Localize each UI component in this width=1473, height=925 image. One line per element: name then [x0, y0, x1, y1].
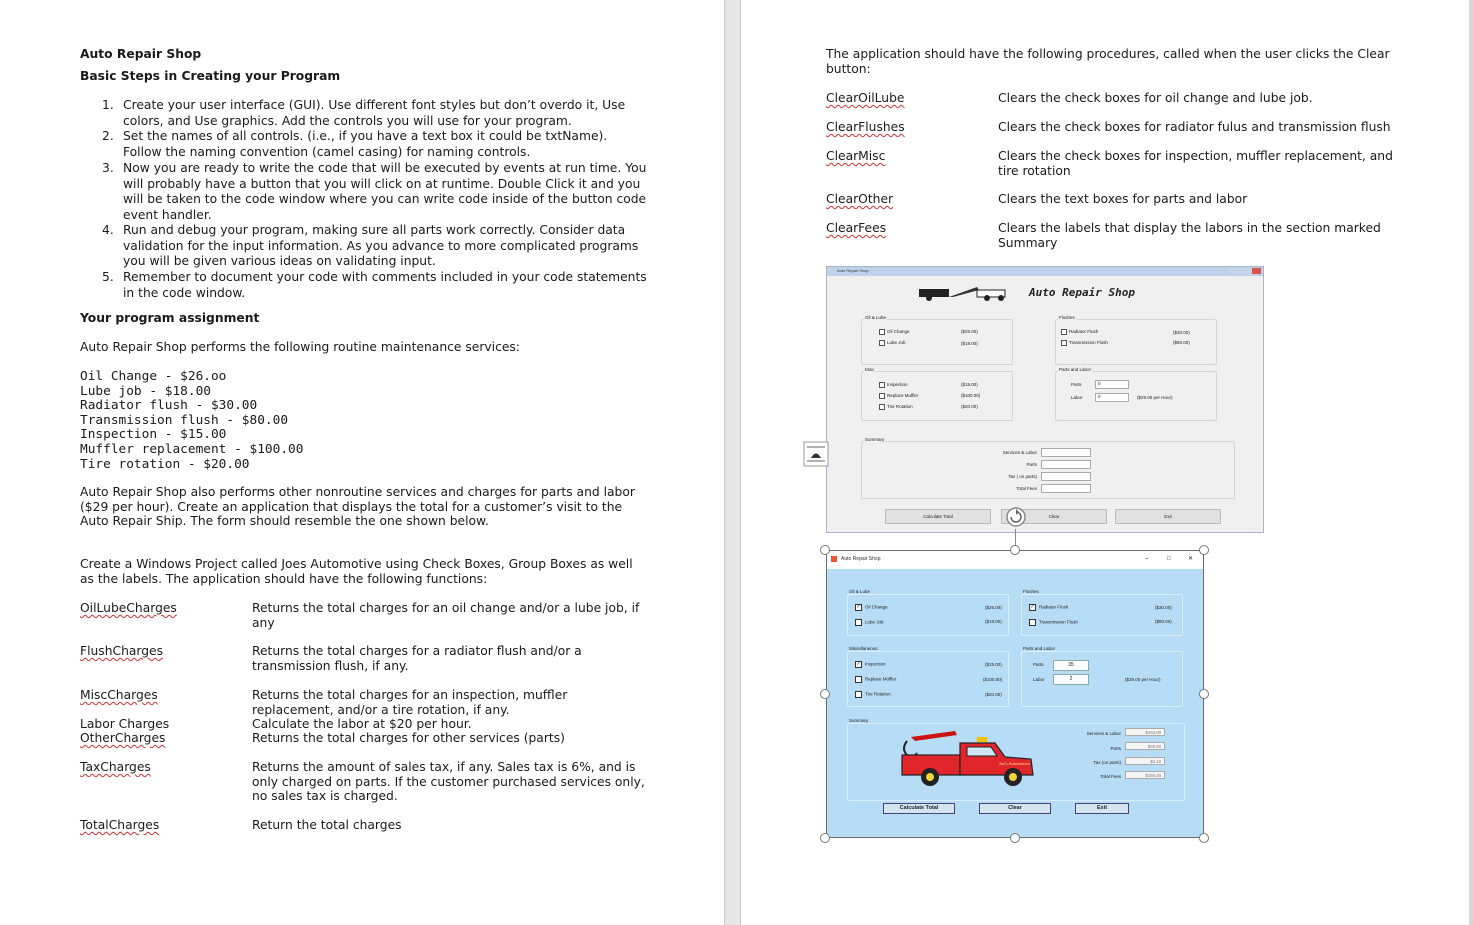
form1-tire-price: ($20.00) — [961, 404, 978, 409]
form1-sum-tax-label: Tax ( on parts) — [1008, 474, 1037, 479]
function-name: OtherCharges — [80, 731, 166, 745]
form2-flush-group-label: Flushes — [1023, 589, 1039, 594]
form2-sum-parts-value: $35.00 — [1125, 742, 1165, 750]
procedure-name: ClearMisc — [826, 149, 886, 163]
form1-transmission-price: ($80.00) — [1173, 340, 1190, 345]
truck-label: Joe's Automotive — [999, 761, 1030, 766]
minimize-icon[interactable]: – — [1145, 556, 1149, 562]
step-line: colors, and Use graphics. Add the controls you will use for your program. — [123, 113, 572, 128]
function-description: only charged on parts. If the customer purchased services only, — [252, 774, 645, 789]
form2-oil-group-label: Oil & Lube — [849, 589, 871, 594]
maximize-icon[interactable]: □ — [1167, 556, 1171, 562]
form1-summary-group-label: Summary — [865, 437, 885, 442]
form2-transmission-checkbox[interactable]: Transmission Flush — [1029, 619, 1078, 626]
rotate-handle-icon[interactable] — [1004, 505, 1028, 529]
close-icon[interactable]: ✕ — [1188, 556, 1194, 562]
service-item: Tire rotation - $20.00 — [80, 456, 250, 472]
form2-labor-input[interactable]: 2 — [1053, 674, 1089, 685]
form2-parts-label: Parts — [1033, 662, 1044, 667]
form1-lube-job-price: ($18.00) — [961, 341, 978, 346]
close-icon[interactable] — [1252, 268, 1261, 274]
procedure-name: ClearFlushes — [826, 120, 905, 134]
form1-tire-checkbox[interactable]: Tire Rotation — [879, 404, 913, 410]
function-description: Returns the amount of sales tax, if any. Sales tax is 6%, and is — [252, 760, 636, 774]
form1-titlebar — [827, 267, 1263, 276]
procedure-description: tire rotation — [998, 164, 1071, 178]
function-description: Returns the total charges for an oil change and/or a lube job, if — [252, 601, 640, 615]
form2-oil-change-checkbox[interactable]: ✓ Oil Change — [856, 604, 888, 610]
form1-calculate-button[interactable]: Calculate Total — [885, 509, 991, 524]
function-description: no sales tax is charged. — [252, 789, 398, 804]
service-item: Transmission flush - $80.00 — [80, 412, 289, 428]
step-line: Follow the naming convention (camel casing) for naming controls. — [123, 144, 531, 159]
step-line: will probably have a button that you will click on at runtime. Double Click it and you — [123, 176, 641, 191]
form1-sum-parts-value — [1041, 460, 1091, 469]
form1-parts-label: Parts — [1071, 382, 1082, 387]
form-screenshot-design — [826, 266, 1264, 533]
step-line: Run and debug your program, making sure all parts work correctly. Consider data — [123, 223, 626, 237]
function-name: TotalCharges — [80, 818, 160, 832]
paragraph-line: as the labels. The application should have the following functions: — [80, 571, 488, 586]
form1-oil-group-label: Oil & Lube — [865, 315, 887, 320]
form2-radiator-checkbox[interactable]: ✓ Radiator Flush — [1030, 604, 1069, 610]
page-gutter — [724, 0, 741, 925]
form1-labor-rate: ($29.00 per Hour) — [1137, 395, 1173, 400]
form1-parts-input[interactable]: 0 — [1095, 380, 1129, 389]
form1-sum-total-value — [1041, 484, 1091, 493]
function-description: transmission flush, if any. — [252, 658, 409, 673]
form1-inspection-checkbox[interactable]: Inspection — [879, 382, 908, 388]
form2-sum-services-value: $164.00 — [1125, 728, 1165, 736]
step-line: validation for the input information. As you advance to more complicated programs — [123, 238, 639, 253]
step-line: Now you are ready to write the code that will be executed by events at run time. You — [123, 161, 647, 175]
layout-options-icon[interactable] — [803, 441, 829, 467]
resize-handle-tr[interactable] — [1199, 545, 1209, 555]
function-description: replacement, and/or a tire rotation, if any. — [252, 702, 510, 717]
service-item: Oil Change - $26.oo — [80, 369, 227, 384]
minimize-icon[interactable] — [1230, 268, 1239, 274]
function-description: Calculate the labor at $20 per hour. — [252, 717, 472, 731]
function-description: Returns the total charges for a radiator flush and/or a — [252, 644, 582, 658]
step-number: 5. — [102, 270, 114, 284]
form2-parts-input[interactable]: 35 — [1053, 660, 1089, 671]
step-line: you will be given various ideas on validating input. — [123, 254, 436, 268]
service-item: Inspection - $15.00 — [80, 427, 227, 443]
resize-handle-bl[interactable] — [820, 833, 830, 843]
resize-handle-mr[interactable] — [1199, 689, 1209, 699]
scroll-edge — [1469, 0, 1473, 925]
step-number: 2. — [102, 129, 114, 143]
maximize-icon[interactable] — [1241, 268, 1250, 274]
form1-window-title: Auto Repair Shop — [837, 268, 869, 273]
intro-line: The application should have the following procedures, called when the user clicks the Clear — [826, 47, 1390, 61]
assignment-heading: Your program assignment — [80, 311, 260, 325]
form1-muffler-price: ($100.00) — [961, 393, 981, 398]
form1-oil-change-checkbox[interactable]: Oil Change — [879, 329, 910, 335]
form2-window-title: Auto Repair Shop — [841, 556, 881, 562]
form1-clear-button[interactable]: Clear — [1001, 509, 1107, 524]
form1-sum-parts-label: Parts — [1026, 462, 1037, 467]
form2-calculate-button[interactable]: Calculate Total — [883, 803, 955, 814]
form2-muffler-checkbox[interactable]: Replace Muffler — [855, 676, 896, 683]
form1-labor-label: Labor — [1071, 395, 1083, 400]
form2-exit-button[interactable]: Exit — [1075, 803, 1129, 814]
procedure-description: Clears the check boxes for inspection, muffler replacement, and — [998, 149, 1393, 163]
function-name: Labor Charges — [80, 717, 170, 731]
resize-handle-tc[interactable] — [1010, 545, 1020, 555]
form2-sum-total-value: $166.00 — [1125, 771, 1165, 779]
service-item: Muffler replacement - $100.00 — [80, 442, 304, 457]
form2-oil-group — [847, 594, 1009, 636]
form2-inspection-checkbox[interactable]: ✓ Inspection — [856, 661, 886, 667]
function-description: Returns the total charges for other services (parts) — [252, 731, 565, 745]
procedure-description: Clears the check boxes for oil change and lube job. — [998, 91, 1313, 105]
form2-labor-label: Labor — [1033, 677, 1045, 682]
form1-parts-group-label: Parts and Labor — [1059, 367, 1092, 372]
function-name: MiscCharges — [80, 688, 158, 702]
form2-lube-job-checkbox[interactable]: Lube Job — [855, 619, 884, 626]
form2-sum-tax-label: Tax (on parts) — [1093, 760, 1121, 765]
tow-truck-image — [897, 723, 1037, 791]
form1-muffler-checkbox[interactable]: Replace Muffler — [879, 393, 918, 399]
procedure-description: Clears the check boxes for radiator fulus and transmission flush — [998, 120, 1391, 134]
resize-handle-bc[interactable] — [1010, 833, 1020, 843]
form1-misc-group-label: Misc — [865, 367, 875, 372]
procedure-name: ClearOilLube — [826, 91, 905, 105]
procedure-name: ClearOther — [826, 192, 894, 206]
resize-handle-tl[interactable] — [820, 545, 830, 555]
form-screenshot-running — [826, 550, 1204, 838]
resize-handle-ml[interactable] — [820, 689, 830, 699]
form1-inspection-price: ($15.00) — [961, 382, 978, 387]
resize-handle-br[interactable] — [1199, 833, 1209, 843]
service-item: Lube job - $18.00 — [80, 383, 211, 399]
intro-line: button: — [826, 62, 871, 76]
form2-clear-button[interactable]: Clear — [979, 803, 1051, 814]
step-number: 1. — [102, 98, 114, 112]
form2-muffler-price: ($100.00) — [983, 677, 1003, 682]
form2-labor-rate: ($29.00 per Hour) — [1125, 677, 1161, 682]
form2-lube-job-price: ($18.00) — [985, 619, 1002, 624]
form1-sum-services-label: Services & Labor — [1002, 450, 1037, 455]
step-line: event handler. — [123, 207, 212, 222]
procedure-name: ClearFees — [826, 221, 887, 235]
tow-truck-logo-icon — [917, 284, 1027, 302]
form2-parts-group-label: Parts and Labor — [1023, 646, 1056, 651]
form2-flush-group — [1021, 594, 1183, 636]
procedure-description: Summary — [998, 236, 1058, 250]
form1-radiator-checkbox[interactable]: Radiator Flush — [1061, 329, 1098, 335]
service-item: Radiator flush - $30.00 — [80, 398, 258, 414]
doc-title: Auto Repair Shop — [80, 47, 202, 61]
form1-flush-group-label: Flushes — [1059, 315, 1075, 320]
form1-lube-job-checkbox[interactable]: Lube Job — [879, 340, 906, 346]
form1-heading: Auto Repair Shop — [1029, 286, 1135, 299]
paragraph-line: Auto Repair Shop also performs other nonroutine services and charges for parts and labor — [80, 485, 635, 499]
form2-inspection-price: ($15.00) — [985, 662, 1002, 667]
step-line: will be taken to the code window where you can write code inside of the button code — [123, 192, 647, 206]
form2-radiator-price: ($30.00) — [1155, 605, 1172, 610]
form2-tire-price: ($20.00) — [985, 692, 1002, 697]
form1-sum-tax-value — [1041, 472, 1091, 481]
form2-sum-parts-label: Parts — [1110, 746, 1121, 751]
form2-sum-tax-value: $2.10 — [1125, 757, 1165, 765]
procedure-description: Clears the labels that display the labors in the section marked — [998, 221, 1381, 235]
doc-subtitle: Basic Steps in Creating your Program — [80, 69, 341, 83]
form2-summary-group-label: Summary — [849, 718, 869, 723]
paragraph-line: Auto Repair Ship. The form should resemble the one shown below. — [80, 514, 489, 529]
function-name: TaxCharges — [80, 760, 151, 774]
function-description: any — [252, 615, 275, 630]
form2-sum-total-label: Total Fees — [1100, 774, 1121, 779]
form1-oil-change-price: ($26.00) — [961, 329, 978, 334]
step-line: Set the names of all controls. (i.e., if you have a text box it could be txtName). — [123, 129, 608, 143]
step-line: Remember to document your code with comments included in your code statements — [123, 270, 647, 284]
form2-sum-services-label: Services & Labor — [1086, 731, 1121, 736]
form1-transmission-checkbox[interactable]: Transmission Flush — [1061, 340, 1108, 346]
function-name: FlushCharges — [80, 644, 164, 658]
paragraph-line: ($29 per hour). Create an application that displays the total for a customer’s visit to the — [80, 499, 623, 514]
services-intro: Auto Repair Shop performs the following routine maintenance services: — [80, 340, 520, 354]
step-number: 4. — [102, 223, 114, 237]
function-name: OilLubeCharges — [80, 601, 177, 615]
form1-labor-input[interactable]: 0 — [1095, 393, 1129, 402]
form1-sum-total-label: Total Fees — [1016, 486, 1037, 491]
form2-oil-change-price: ($26.00) — [985, 605, 1002, 610]
paragraph-line: Create a Windows Project called Joes Automotive using Check Boxes, Group Boxes as well — [80, 557, 633, 571]
step-line: in the code window. — [123, 285, 246, 300]
function-description: Returns the total charges for an inspection, muffler — [252, 688, 568, 702]
form1-sum-services-value — [1041, 448, 1091, 457]
form1-exit-button[interactable]: Exit — [1115, 509, 1221, 524]
step-line: Create your user interface (GUI). Use different font styles but don’t overdo it, Use — [123, 98, 626, 112]
function-description: Return the total charges — [252, 818, 402, 832]
procedure-description: Clears the text boxes for parts and labor — [998, 192, 1248, 206]
step-number: 3. — [102, 161, 114, 175]
form2-transmission-price: ($80.00) — [1155, 619, 1172, 624]
form2-misc-group-label: Miscellaneous — [849, 646, 878, 651]
form2-tire-checkbox[interactable]: Tire Rotation — [855, 691, 891, 698]
app-icon — [831, 556, 837, 562]
form1-radiator-price: ($30.00) — [1173, 330, 1190, 335]
